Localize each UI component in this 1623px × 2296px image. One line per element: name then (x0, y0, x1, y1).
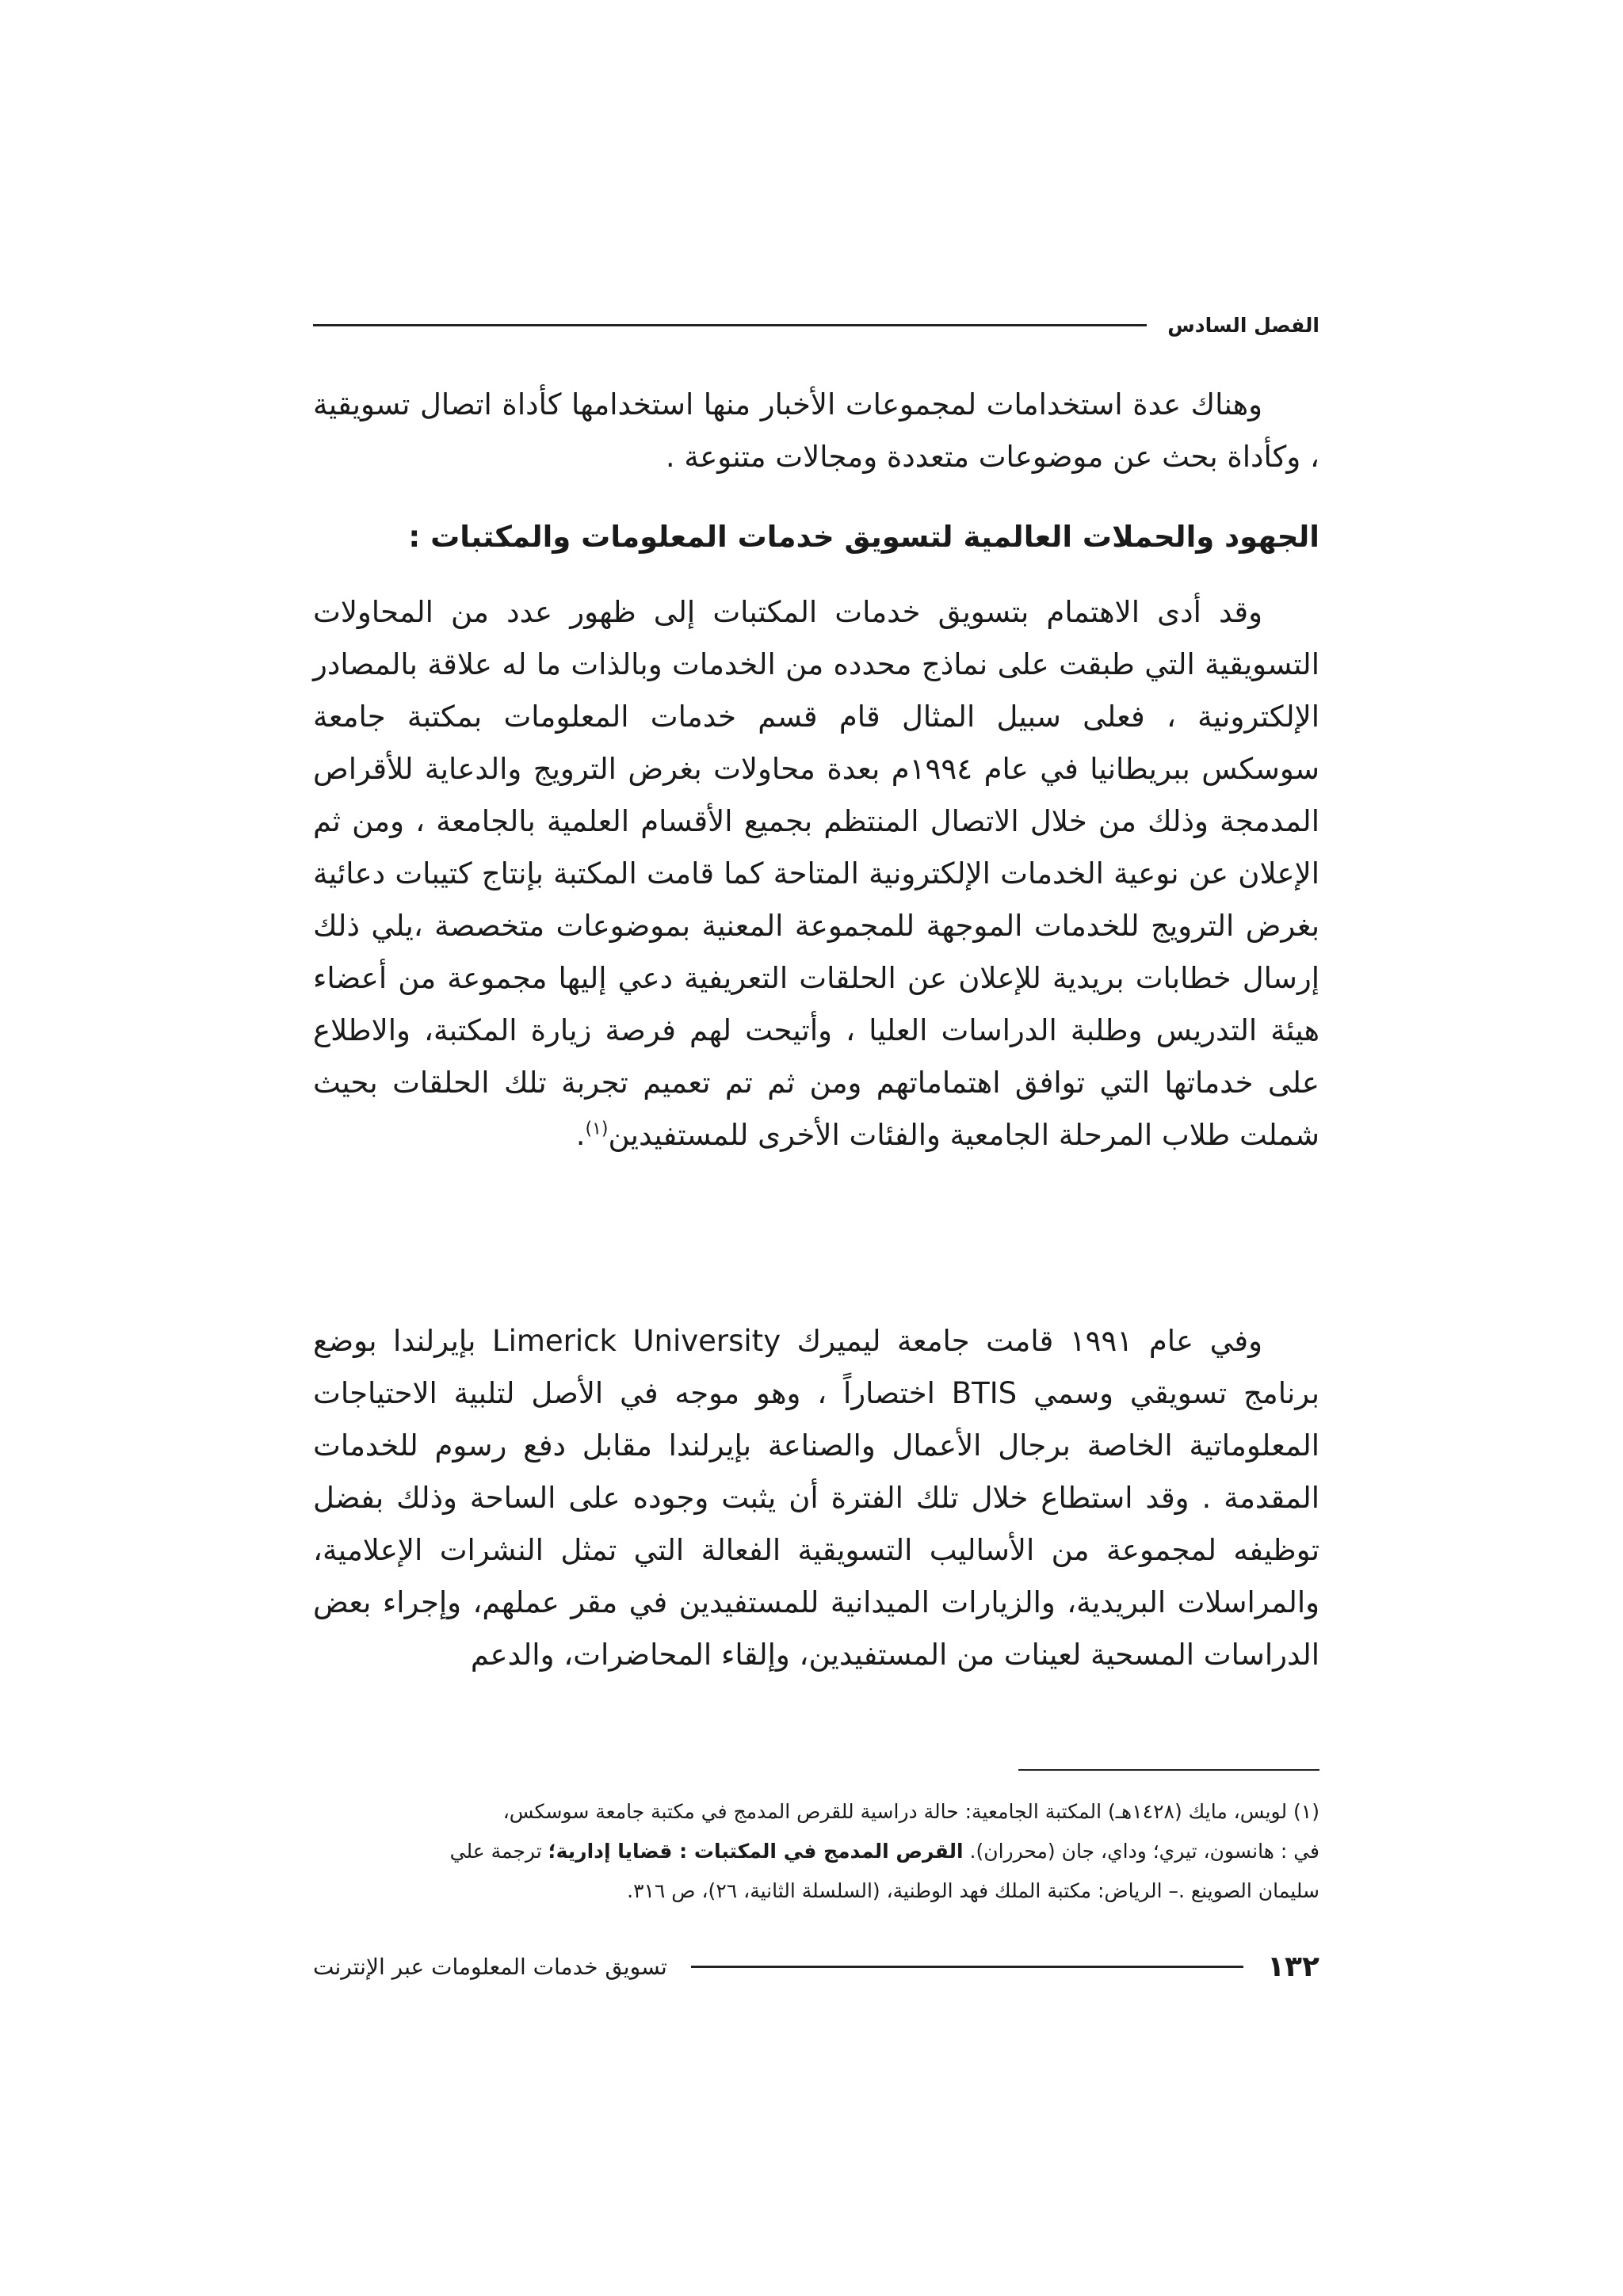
running-footer (313, 1943, 1319, 1990)
section-heading: الجهود والحملات العالمية لتسويق خدمات المعلومات والمكتبات : (408, 520, 1319, 554)
book-title: تسويق خدمات المعلومات عبر الإنترنت (313, 1953, 667, 1980)
footer-rule (691, 1966, 1243, 1968)
header-rule (313, 324, 1147, 326)
intro-paragraph: وهناك عدة استخدامات لمجموعات الأخبار منها استخدامها كأداة اتصال تسويقية ، وكأداة بحث عن موضوعات متعددة ومجالات متنوعة . (313, 387, 1319, 474)
footnote-line-1: (١) لويس، مايك (١٤٢٨هـ) المكتبة الجامعية: حالة دراسية للقرص المدمج في مكتبة جامعة سوسكس، (502, 1800, 1319, 1823)
sussex-paragraph-text: وقد أدى الاهتمام بتسويق خدمات المكتبات إلى ظهور عدد من المحاولات التسويقية التي طبقت على نماذج محدده من الخدمات وبالذات ما له علاقة بالمصادر الإلكترونية ، فعلى سبيل المثال قام قسم خدمات المعلومات بمكتبة جامعة سوسكس ببريطانيا في عام ١٩٩٤م بعدة محاولات بغرض الترويج والدعاية للأقراص المدمجة وذلك من خلال الاتصال المنتظم بجميع الأقسام العلمية بالجامعة ، ومن ثم الإعلان عن نوعية الخدمات الإلكترونية المتاحة كما قامت المكتبة بإنتاج كتيبات دعائية بغرض الترويج للخدمات الموجهة للمجموعة المعنية بموضوعات متخصصة ،يلي ذلك إرسال خطابات بريدية للإعلان عن الحلقات التعريفية دعي إليها مجموعة من أعضاء هيئة التدريس وطلبة الدراسات العليا ، وأتيحت لهم فرصة زيارة المكتبة، والاطلاع على خدماتها التي توافق اهتماماتهم ومن ثم تم تعميم تجربة تلك الحلقات بحيث شملت طلاب المرحلة الجامعية والفئات الأخرى للمستفيدين (313, 595, 1319, 1152)
footnote-line-2-start: في : هانسون، تيري؛ وداي، جان (محرران). (969, 1840, 1319, 1863)
footnote-line-2-end: ترجمة علي (449, 1840, 542, 1863)
intro-paragraph-block (313, 379, 1319, 483)
footnote-block (313, 1792, 1319, 1911)
footnote-line-3: سليمان الصوينع .– الرياض: مكتبة الملك فهد الوطنية، (السلسلة الثانية، ٢٦)، ص ٣١٦. (627, 1879, 1319, 1902)
running-header (313, 305, 1319, 345)
sussex-paragraph-block (313, 586, 1319, 1161)
footnote-book-title: القرص المدمج في المكتبات : قضايا إدارية؛ (548, 1840, 964, 1863)
footnote-reference: (١) (585, 1119, 609, 1139)
limerick-paragraph-block (313, 1315, 1319, 1681)
page-number: ١٣٢ (1267, 1950, 1319, 1983)
chapter-title: الفصل السادس (1167, 313, 1319, 337)
sussex-paragraph: وقد أدى الاهتمام بتسويق خدمات المكتبات إلى ظهور عدد من المحاولات التسويقية التي طبقت على نماذج محدده من الخدمات وبالذات ما له علاقة بالمصادر الإلكترونية ، فعلى سبيل المثال قام قسم خدمات المعلومات بمكتبة جامعة سوسكس ببريطانيا في عام ١٩٩٤م بعدة محاولات بغرض الترويج والدعاية للأقراص المدمجة وذلك من خلال الاتصال المنتظم بجميع الأقسام العلمية بالجامعة ، ومن ثم الإعلان عن نوعية الخدمات الإلكترونية المتاحة كما قامت المكتبة بإنتاج كتيبات دعائية بغرض الترويج للخدمات الموجهة للمجموعة المعنية بموضوعات متخصصة ،يلي ذلك إرسال خطابات بريدية للإعلان عن الحلقات التعريفية دعي إليها مجموعة من أعضاء هيئة التدريس وطلبة الدراسات العليا ، وأتيحت لهم فرصة زيارة المكتبة، والاطلاع على خدماتها التي توافق اهتماماتهم ومن ثم تم تعميم تجربة تلك الحلقات بحيث شملت طلاب المرحلة الجامعية والفئات الأخرى للمستفيدين$^{(١)}$. (313, 595, 1319, 1152)
footnote-separator (1018, 1769, 1319, 1771)
footnote-line-2 (313, 1832, 1319, 1871)
limerick-paragraph: وفي عام ١٩٩١ قامت جامعة ليميرك Limerick University بإيرلندا بوضع برنامج تسويقي وسمي BTIS اختصاراً ، وهو موجه في الأصل لتلبية الاحتياجات المعلوماتية الخاصة برجال الأعمال والصناعة بإيرلندا مقابل دفع رسوم للخدمات المقدمة . وقد استطاع خلال تلك الفترة أن يثبت وجوده على الساحة وذلك بفضل توظيفه لمجموعة من الأساليب التسويقية الفعالة التي تمثل النشرات الإعلامية، والمراسلات البريدية، والزيارات الميدانية للمستفيدين في مقر عملهم، وإجراء بعض الدراسات المسحية لعينات من المستفيدين، وإلقاء المحاضرات، والدعم (313, 1324, 1319, 1672)
